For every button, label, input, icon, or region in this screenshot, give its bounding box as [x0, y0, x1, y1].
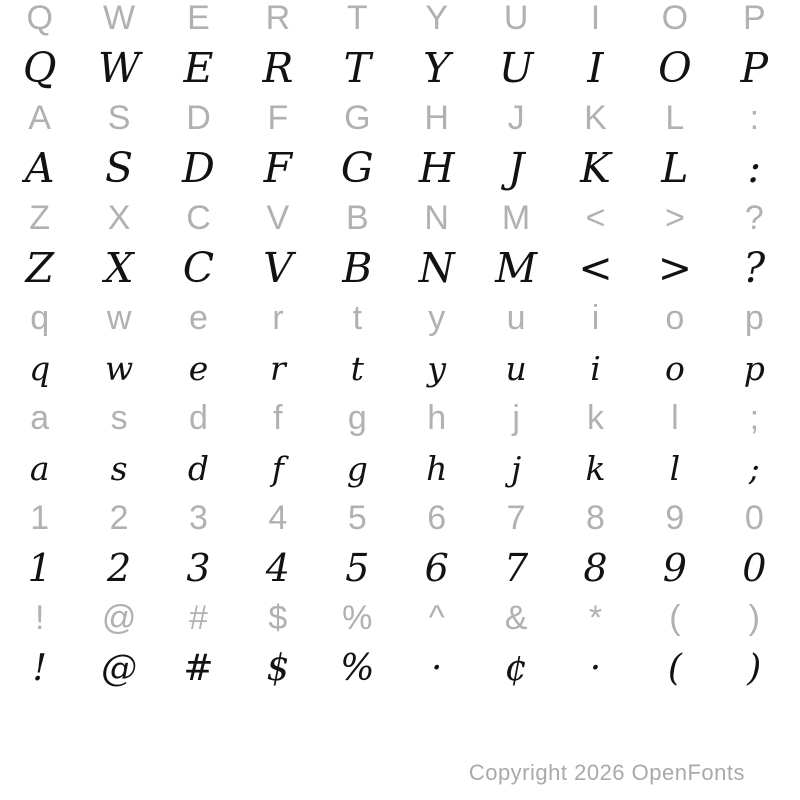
preview-glyph: J [507, 144, 525, 192]
reference-glyph: d [189, 398, 208, 437]
reference-glyph: j [512, 398, 520, 437]
preview-glyph: e [188, 348, 209, 388]
preview-glyph: ; [748, 448, 760, 488]
reference-glyph: ; [749, 398, 760, 437]
reference-glyph: R [265, 0, 291, 37]
preview-glyph: 7 [504, 546, 529, 590]
preview-glyph: k [585, 448, 606, 488]
reference-glyph: > [664, 198, 685, 237]
reference-glyph: ) [748, 598, 760, 637]
reference-glyph: X [107, 198, 131, 237]
reference-glyph: 2 [109, 498, 129, 537]
reference-glyph: : [749, 98, 760, 137]
preview-glyph: O [658, 44, 692, 92]
preview-glyph-row [0, 43, 794, 93]
reference-glyph: 9 [665, 498, 685, 537]
reference-glyph: @ [101, 598, 137, 637]
reference-glyph-row [0, 193, 794, 243]
reference-glyph-row [0, 493, 794, 543]
reference-glyph: H [424, 98, 449, 137]
preview-glyph: 5 [345, 546, 370, 590]
reference-glyph: 4 [268, 498, 288, 537]
reference-glyph-row [0, 393, 794, 443]
reference-glyph: l [671, 398, 679, 437]
preview-glyph: < [578, 244, 613, 292]
preview-glyph: F [263, 144, 293, 192]
reference-glyph: D [186, 98, 211, 137]
reference-glyph: p [744, 298, 764, 337]
reference-glyph-row [0, 0, 794, 43]
reference-glyph: h [427, 398, 447, 437]
preview-glyph-row [0, 643, 794, 693]
reference-glyph: P [742, 0, 766, 37]
reference-glyph: r [272, 298, 284, 337]
preview-glyph: i [590, 348, 601, 388]
reference-glyph: K [584, 98, 607, 137]
reference-glyph: C [186, 198, 211, 237]
reference-glyph: W [103, 0, 136, 37]
preview-glyph: P [740, 44, 769, 92]
reference-glyph: i [591, 298, 600, 337]
reference-glyph: o [665, 298, 685, 337]
reference-glyph: T [346, 0, 368, 37]
preview-glyph: C [182, 244, 215, 292]
preview-glyph: V [263, 244, 293, 292]
reference-glyph: s [110, 398, 128, 437]
preview-glyph: G [340, 144, 374, 192]
preview-glyph: ? [743, 244, 766, 292]
preview-glyph: : [747, 144, 762, 192]
preview-glyph-row [0, 243, 794, 293]
reference-glyph: ( [669, 598, 681, 637]
preview-glyph: a [29, 448, 50, 488]
reference-glyph: f [273, 398, 283, 437]
reference-glyph: O [661, 0, 689, 37]
preview-glyph: p [743, 348, 765, 388]
preview-glyph: h [426, 448, 448, 488]
reference-glyph: Z [29, 198, 51, 237]
preview-glyph: w [104, 348, 134, 388]
preview-glyph: 9 [662, 546, 687, 590]
reference-glyph: S [107, 98, 131, 137]
reference-glyph: Q [26, 0, 53, 37]
reference-glyph: 7 [506, 498, 526, 537]
preview-glyph: 0 [742, 546, 767, 590]
reference-glyph: B [345, 198, 369, 237]
preview-glyph: X [104, 244, 134, 292]
preview-glyph: U [498, 44, 534, 92]
reference-glyph: 5 [347, 498, 367, 537]
preview-glyph: $ [266, 647, 290, 689]
preview-glyph: ! [32, 647, 47, 689]
reference-glyph: < [585, 198, 606, 237]
reference-glyph: V [266, 198, 290, 237]
reference-glyph: ? [744, 198, 764, 237]
reference-glyph: U [503, 0, 529, 37]
preview-glyph: % [340, 647, 375, 689]
preview-glyph: > [657, 244, 693, 292]
reference-glyph: M [501, 198, 531, 237]
reference-glyph: L [665, 98, 685, 137]
preview-glyph: A [24, 144, 55, 192]
preview-glyph: # [183, 647, 214, 689]
reference-glyph: 0 [744, 498, 764, 537]
preview-glyph: W [98, 44, 141, 92]
preview-glyph: s [110, 448, 128, 488]
preview-glyph-row [0, 543, 794, 593]
reference-glyph: e [189, 298, 208, 337]
preview-glyph: j [510, 448, 522, 488]
copyright-text: Copyright 2026 OpenFonts [468, 760, 745, 785]
preview-glyph: q [29, 348, 51, 388]
preview-glyph: g [346, 448, 368, 488]
reference-glyph: t [352, 298, 363, 337]
reference-glyph: F [267, 98, 289, 137]
preview-glyph: H [418, 144, 455, 192]
preview-glyph: · [589, 647, 602, 689]
reference-glyph: 6 [427, 498, 447, 537]
preview-glyph: 6 [424, 546, 449, 590]
preview-glyph: Z [25, 244, 54, 292]
preview-glyph: R [262, 44, 294, 92]
reference-glyph: 3 [189, 498, 208, 537]
preview-glyph: o [664, 348, 685, 388]
preview-glyph: 8 [583, 546, 608, 590]
reference-glyph: g [347, 398, 367, 437]
reference-glyph: ! [34, 598, 45, 637]
preview-glyph: N [418, 244, 455, 292]
reference-glyph: % [342, 598, 373, 637]
preview-glyph: Y [423, 44, 451, 92]
reference-glyph-row [0, 93, 794, 143]
reference-glyph: w [106, 298, 132, 337]
reference-glyph: 8 [586, 498, 605, 537]
preview-glyph-row [0, 343, 794, 393]
reference-glyph: k [586, 398, 604, 437]
preview-glyph: M [495, 244, 538, 292]
preview-glyph: 4 [265, 546, 290, 590]
preview-glyph: B [342, 244, 373, 292]
preview-glyph: I [587, 44, 604, 92]
preview-glyph: K [580, 144, 611, 192]
preview-glyph: L [661, 144, 689, 192]
preview-glyph: ( [667, 647, 682, 689]
preview-glyph-row [0, 443, 794, 493]
reference-glyph: Y [425, 0, 449, 37]
reference-glyph: J [507, 98, 525, 137]
reference-glyph: ^ [428, 598, 445, 637]
reference-glyph-row [0, 293, 794, 343]
reference-glyph: I [590, 0, 601, 37]
reference-glyph-row [0, 593, 794, 643]
preview-glyph: @ [101, 647, 138, 689]
preview-glyph: ) [747, 647, 762, 689]
preview-glyph: d [187, 448, 210, 488]
preview-glyph: 1 [27, 546, 52, 590]
reference-glyph: u [506, 298, 526, 337]
reference-glyph: a [30, 398, 50, 437]
preview-glyph: t [350, 348, 364, 388]
preview-glyph: T [343, 44, 371, 92]
reference-glyph: $ [268, 598, 288, 637]
reference-glyph: G [344, 98, 371, 137]
reference-glyph: y [428, 298, 446, 337]
preview-glyph: · [430, 647, 443, 689]
preview-glyph: l [669, 448, 681, 488]
reference-glyph: A [28, 98, 52, 137]
reference-glyph: q [30, 298, 50, 337]
preview-glyph: ¢ [504, 647, 528, 689]
preview-glyph: u [505, 348, 527, 388]
preview-glyph: D [182, 144, 215, 192]
preview-glyph-row [0, 143, 794, 193]
reference-glyph: N [424, 198, 449, 237]
preview-glyph: y [427, 348, 447, 388]
reference-glyph: # [189, 598, 208, 637]
preview-glyph: S [105, 144, 134, 192]
preview-glyph: Q [22, 44, 57, 92]
reference-glyph: * [588, 598, 603, 637]
reference-glyph: E [187, 0, 210, 37]
preview-glyph: f [271, 448, 284, 488]
preview-glyph: E [183, 44, 214, 92]
preview-glyph: r [270, 348, 286, 388]
preview-glyph: 3 [186, 546, 211, 590]
preview-glyph: 2 [107, 546, 132, 590]
reference-glyph: 1 [30, 498, 50, 537]
reference-glyph: & [504, 598, 528, 637]
